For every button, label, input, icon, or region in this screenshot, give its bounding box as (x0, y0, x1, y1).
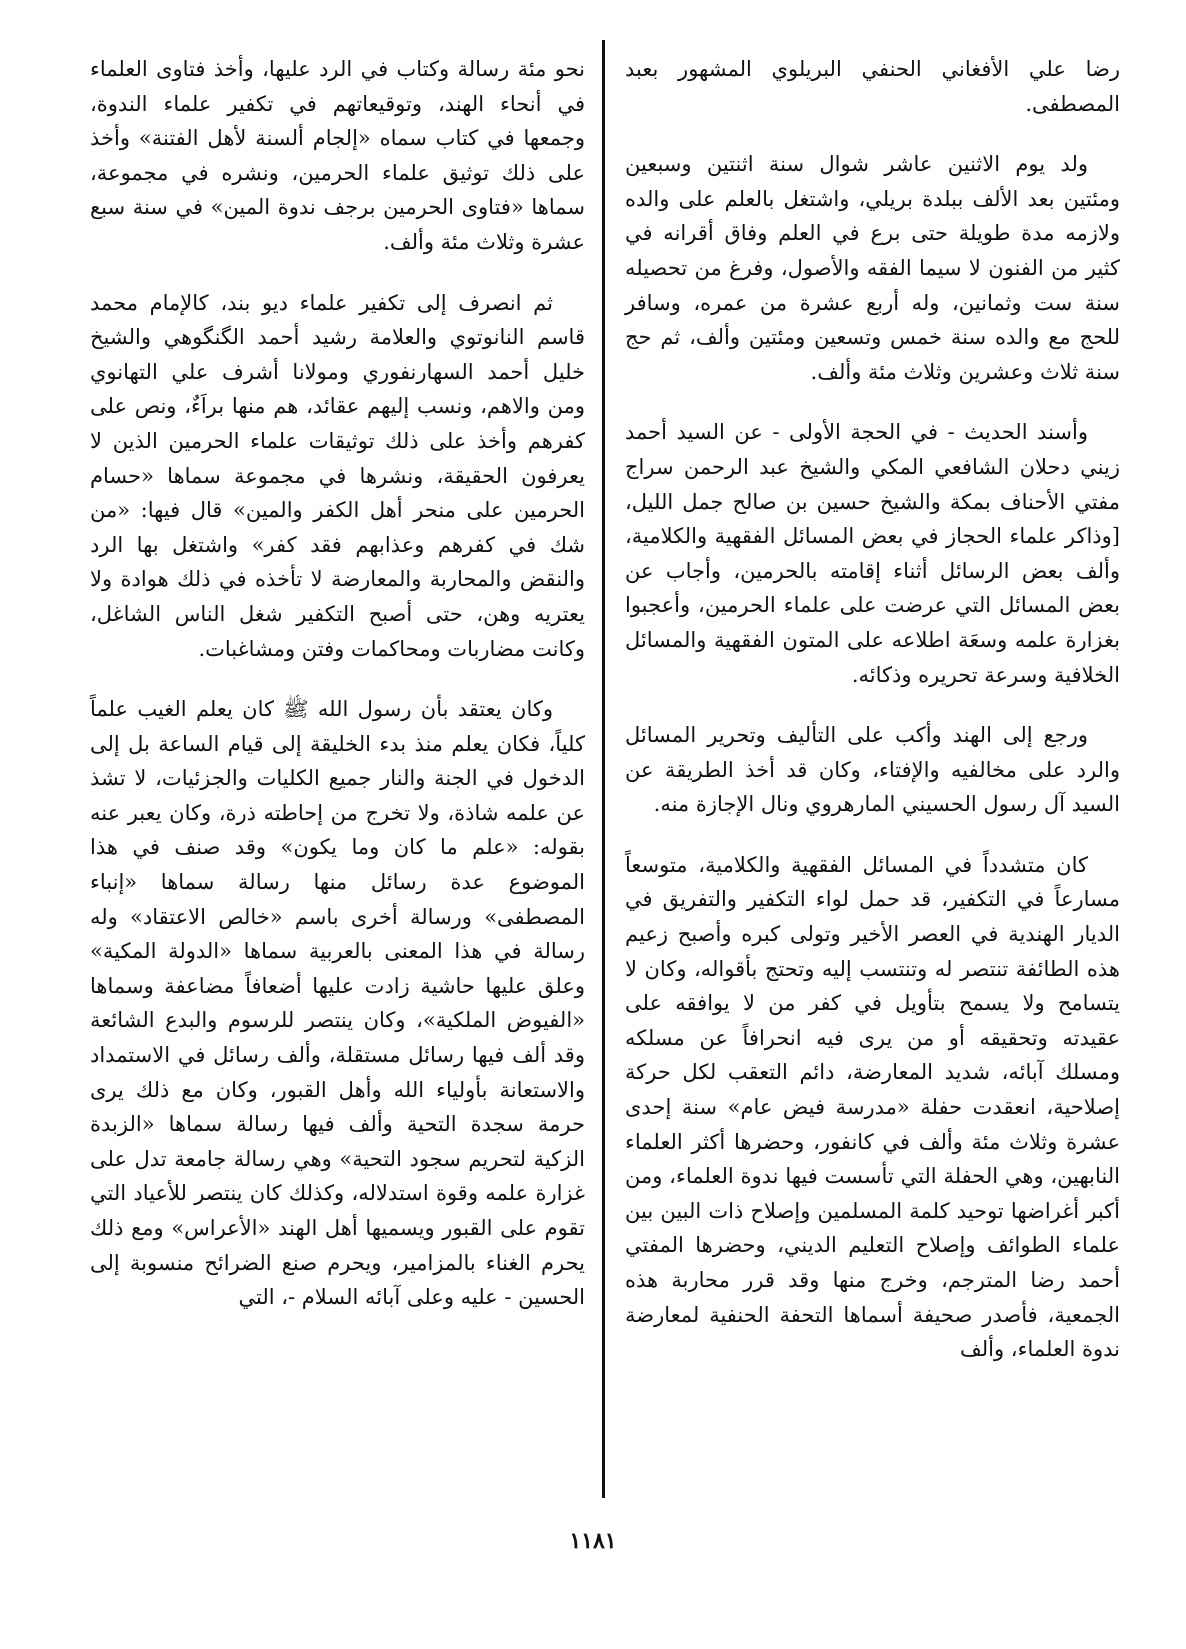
paragraph: ثم انصرف إلى تكفير علماء ديو بند، كالإمام محمد قاسم النانوتوي والعلامة رشيد أحمد الگنگوهي والشيخ خليل أحمد السهارنفوري ومولانا أشرف علي التهانوي ومن والاهم، ونسب إليهم عقائد، هم منها براَءٌ، ونص على كفرهم وأخذ على ذلك توثيقات علماء الحرمين الذين لا يعرفون الحقيقة، ونشرها في مجموعة سماها «حسام الحرمين على منحر أهل الكفر والمين» قال فيها: «من شك في كفرهم وعذابهم فقد كفر» واشتغل بها الرد والنقض والمحاربة والمعارضة لا تأخذه في ذلك هوادة ولا يعتريه وهن، حتى أصبح التكفير شغل الناس الشاغل، وكانت مضاربات ومحاكمات وفتن ومشاغبات. (90, 290, 585, 661)
paragraph: ورجع إلى الهند وأكب على التأليف وتحرير المسائل والرد على مخالفيه والإفتاء، وكان قد أخذ الطريقة عن السيد آل رسول الحسيني المارهروي ونال الإجازة منه. (625, 723, 1120, 817)
page-number: ١١٨١ (569, 1528, 617, 1554)
paragraph: وكان يعتقد بأن رسول الله ﷺ كان يعلم الغيب علماً كلياً، فكان يعلم منذ بدء الخليقة إلى قيام الساعة بل إلى الدخول في الجنة والنار جميع الكليات والجزئيات، لا تشذ عن علمه شاذة، ولا تخرج من إحاطته ذرة، وكان يعبر عنه بقوله: «علم ما كان وما يكون» وقد صنف في هذا الموضوع عدة رسائل منها رسالة سماها «إنباء المصطفى» ورسالة أخرى باسم «خالص الاعتقاد» وله رسالة في هذا المعنى بالعربية سماها «الدولة المكية» وعلق عليها حاشية زادت عليها أضعافاً مضاعفة وسماها «الفيوض الملكية»، وكان ينتصر للرسوم والبدع الشائعة وقد ألف فيها رسائل مستقلة، وألف رسائل في الاستمداد والاستعانة بأولياء الله وأهل القبور، وكان مع ذلك يرى حرمة سجدة التحية وألف فيها رسالة سماها «الزبدة الزكية لتحريم سجود التحية» وهي رسالة جامعة تدل على غزارة علمه وقوة استدلاله، وكذلك كان ينتصر للأعياد التي تقوم على القبور ويسميها أهل الهند «الأعراس» ومع ذلك يحرم الغناء بالمزامير، ويحرم صنع الضرائح منسوبة إلى الحسين - عليه وعلى آبائه السلام -، التي (90, 697, 585, 1310)
paragraph: نحو مئة رسالة وكتاب في الرد عليها، وأخذ فتاوى العلماء في أنحاء الهند، وتوقيعاتهم في تكفير علماء الندوة، وجمعها في كتاب سماه «إلجام ألسنة لأهل الفتنة» وأخذ على ذلك توثيق علماء الحرمين، ونشره في مجموعة، سماها «فتاوى الحرمين برجف ندوة المين» في سنة سبع عشرة وثلاث مئة وألف. (90, 57, 585, 254)
paragraph: وأسند الحديث - في الحجة الأولى - عن السيد أحمد زيني دحلان الشافعي المكي والشيخ عبد الرحمن سراج مفتي الأحناف بمكة والشيخ حسين بن صالح جمل الليل، [وذاكر علماء الحجاز في بعض المسائل الفقهية والكلامية، وألف بعض الرسائل أثناء إقامته بالحرمين، وأجاب عن بعض المسائل التي عرضت على علماء الحرمين، وأعجبوا بغزارة علمه وسعَة اطلاعه على المتون الفقهية والمسائل الخلافية وسرعة تحريره وذكائه. (625, 420, 1120, 687)
column-divider (602, 40, 605, 1498)
right-column (625, 52, 1120, 1552)
left-column (90, 52, 585, 1552)
paragraph: ولد يوم الاثنين عاشر شوال سنة اثنتين وسبعين ومئتين بعد الألف ببلدة بريلي، واشتغل بالعلم على والده ولازمه مدة طويلة حتى برع في العلم وفاق أقرانه في كثير من الفنون لا سيما الفقه والأصول، وفرغ من تحصيله سنة ست وثمانين، وله أربع عشرة من عمره، وسافر للحج مع والده سنة خمس وتسعين ومئتين وألف، ثم حج سنة ثلاث وعشرين وثلاث مئة وألف. (625, 152, 1120, 384)
paragraph: كان متشدداً في المسائل الفقهية والكلامية، متوسعاً مسارعاً في التكفير، قد حمل لواء التكفير والتفريق في الديار الهندية في العصر الأخير وتولى كبره وأصبح زعيم هذه الطائفة تنتصر له وتنتسب إليه وتحتج بأقواله، وكان لا يتسامح ولا يسمح بتأويل في كفر من لا يوافقه على عقيدته وتحقيقه أو من يرى فيه انحرافاً عن مسلكه ومسلك آبائه، شديد المعارضة، دائم التعقب لكل حركة إصلاحية، انعقدت حفلة «مدرسة فيض عام» سنة إحدى عشرة وثلاث مئة وألف في كانفور، وحضرها أكثر العلماء النابهين، وهي الحفلة التي تأسست فيها ندوة العلماء، ومن أكبر أغراضها توحيد كلمة المسلمين وإصلاح ذات البين بين علماء الطوائف وإصلاح التعليم الديني، وحضرها المفتي أحمد رضا المترجم، وخرج منها وقد قرر محاربة هذه الجمعية، فأصدر صحيفة أسماها التحفة الحنفية لمعارضة ندوة العلماء، وألف (625, 852, 1120, 1362)
paragraph: رضا علي الأفغاني الحنفي البريلوي المشهور بعبد المصطفى. (625, 57, 1120, 116)
